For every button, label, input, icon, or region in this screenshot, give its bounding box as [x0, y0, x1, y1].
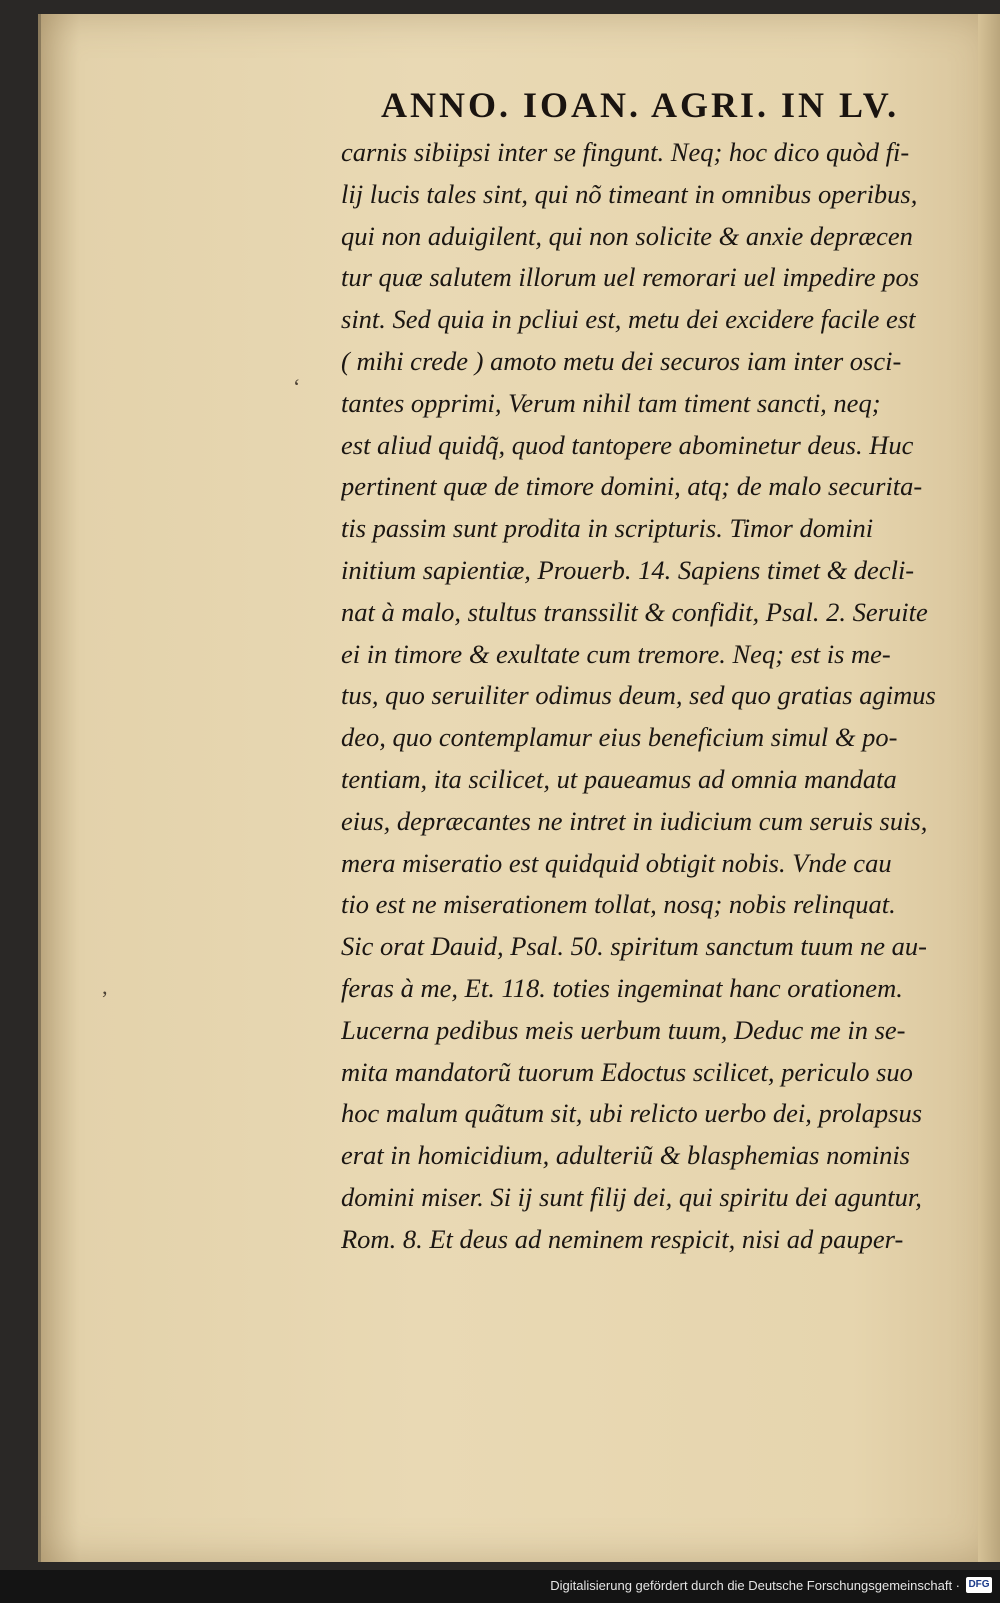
text-line: ei in timore & exultate cum tremore. Neq; est is me- — [341, 638, 891, 669]
text-line: Rom. 8. Et deus ad neminem respicit, nisi ad pauper- — [341, 1223, 904, 1254]
text-line: hoc malum quãtum sit, ubi relicto uerbo dei, prolapsus — [341, 1098, 923, 1129]
page-body-text — [341, 132, 1000, 1261]
text-line: mita mandatorũ tuorum Edoctus scilicet, periculo suo — [341, 1056, 913, 1087]
text-line: initium sapientiæ, Prouerb. 14. Sapiens timet & decli- — [341, 554, 915, 585]
text-line: tio est ne miserationem tollat, nosq; nobis relinquat. — [341, 889, 896, 920]
text-line: qui non aduigilent, qui non solicite & anxie depræcen — [341, 220, 913, 251]
text-line: erat in homicidium, adulteriũ & blasphemias nominis — [341, 1140, 910, 1171]
text-line: Sic orat Dauid, Psal. 50. spiritum sanctum tuum ne au- — [341, 931, 927, 962]
text-line: tur quæ salutem illorum uel remorari uel impedire pos — [341, 262, 920, 293]
text-line: lij lucis tales sint, qui nõ timeant in omnibus operibus, — [341, 178, 918, 209]
text-line: pertinent quæ de timore domini, atq; de malo securita- — [341, 471, 923, 502]
text-line: est aliud quidq̃, quod tantopere abominetur deus. Huc — [341, 429, 914, 460]
book-page — [38, 14, 995, 1562]
text-line: domini miser. Si ij sunt filij dei, qui spiritu dei aguntur, — [341, 1181, 922, 1212]
footer-credit: Digitalisierung gefördert durch die Deutsche Forschungsgemeinschaft · — [550, 1578, 960, 1593]
text-line: ( mihi crede ) amoto metu dei securos iam inter osci- — [341, 345, 902, 376]
text-line: Lucerna pedibus meis uerbum tuum, Deduc me in se- — [341, 1014, 906, 1045]
text-line: sint. Sed quia in pcliui est, metu dei excidere facile est — [341, 304, 916, 335]
text-line: deo, quo contemplamur eius beneficium simul & po- — [341, 722, 898, 753]
text-line: feras à me, Et. 118. toties ingeminat hanc orationem. — [341, 972, 903, 1003]
text-line: eius, depræcantes ne intret in iudicium cum seruis suis, — [341, 805, 928, 836]
text-line: carnis sibiipsi inter se fingunt. Neq; hoc dico quòd fi- — [341, 137, 910, 167]
text-line: mera miseratio est quidquid obtigit nobis. Vnde cau — [341, 847, 892, 878]
text-line: nat à malo, stultus transsilit & confidit, Psal. 2. Seruite — [341, 596, 928, 627]
page-edge — [978, 14, 1000, 1562]
text-line: tentiam, ita scilicet, ut paueamus ad omnia mandata — [341, 763, 897, 794]
running-header: ANNO. IOAN. AGRI. IN LV. — [381, 85, 900, 125]
dfg-logo: DFG — [966, 1577, 992, 1593]
margin-mark: ‚ — [101, 974, 109, 999]
text-line: tis passim sunt prodita in scripturis. Timor domini — [341, 513, 874, 544]
margin-mark: ‘ — [293, 374, 301, 399]
text-line: tantes opprimi, Verum nihil tam timent sancti, neq; — [341, 387, 881, 418]
text-line: tus, quo seruiliter odimus deum, sed quo gratias agimus — [341, 680, 936, 711]
